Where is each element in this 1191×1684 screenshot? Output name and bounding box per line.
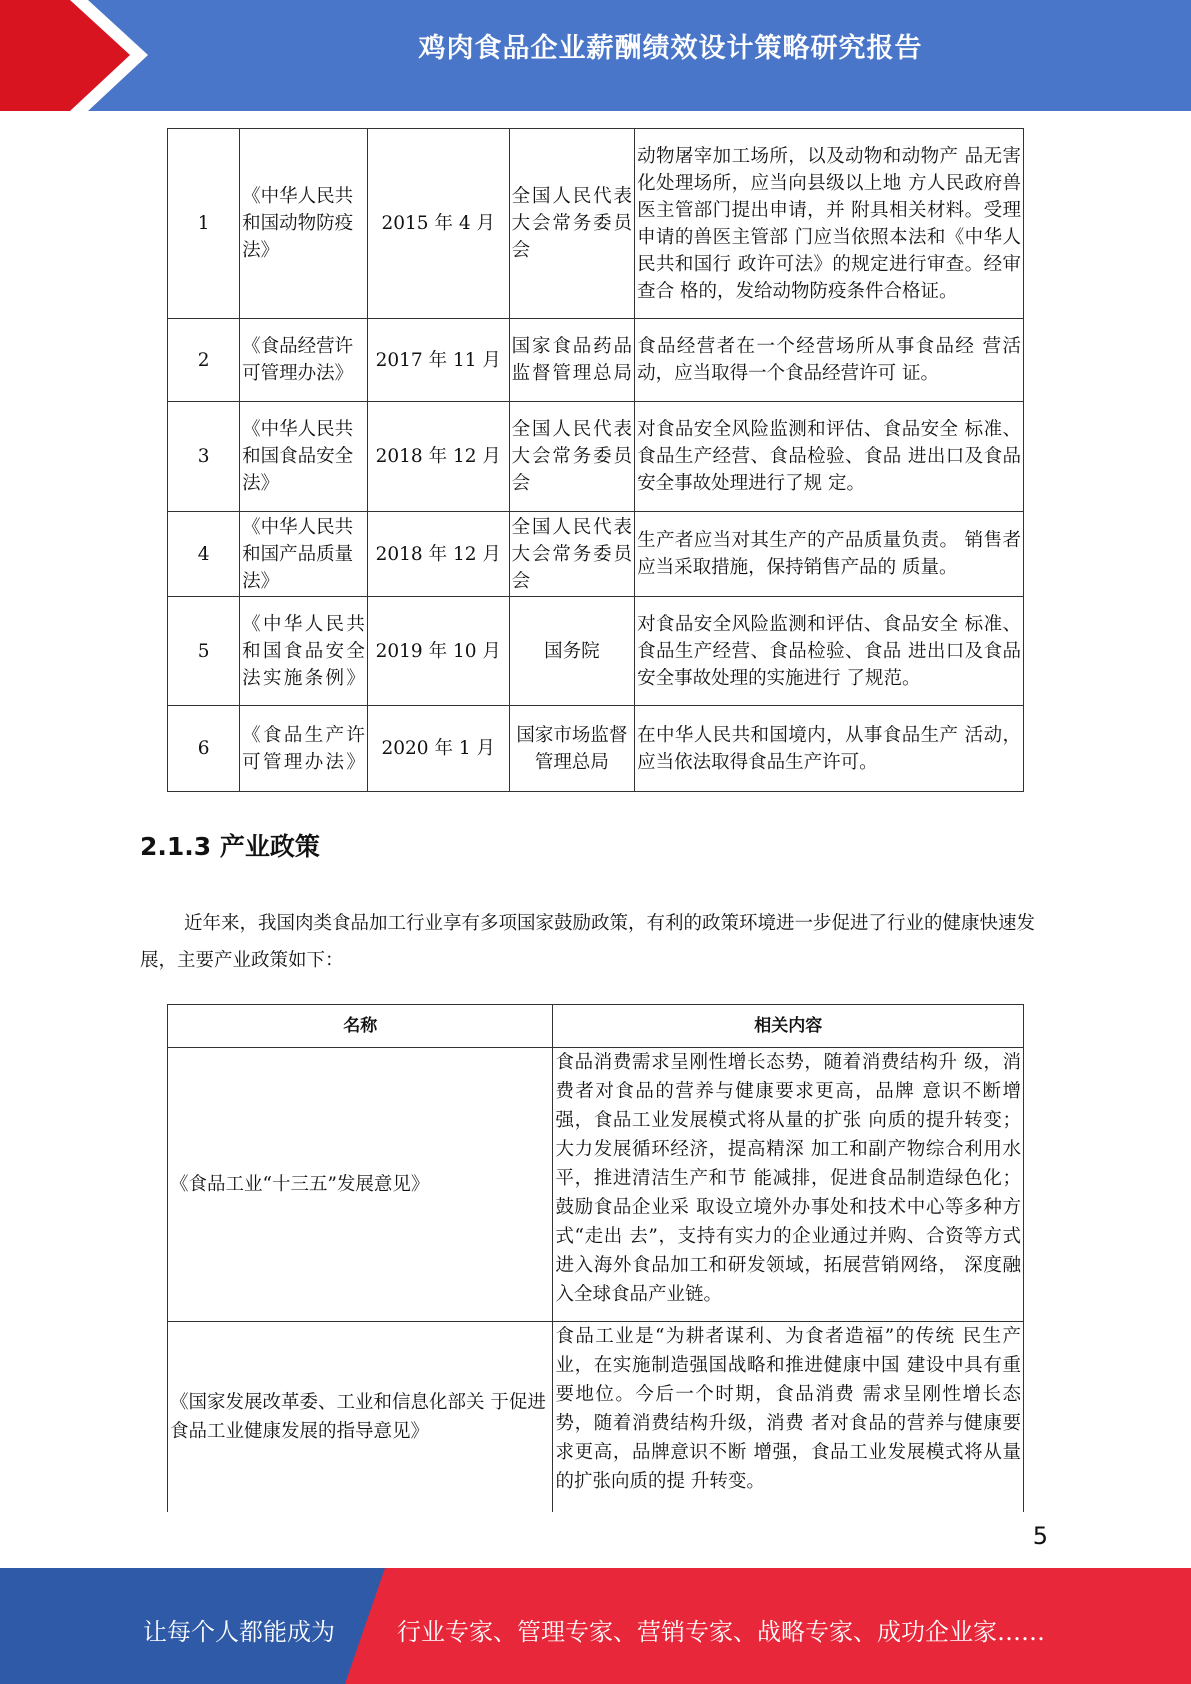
law-desc: 在中华人民共和国境内，从事食品生产 活动，应当依法取得食品生产许可。 [635,706,1024,792]
row-number: 5 [168,597,240,706]
law-name: 《中华人民共和国食品安全法实施条例》 [240,597,368,706]
law-desc: 生产者应当对其生产的产品质量负责。 销售者应当采取措施，保持销售产品的 质量。 [635,512,1024,597]
law-date: 2018 年 12 月 [367,512,509,597]
footer-slogan-left: 让每个人都能成为 [143,1618,335,1646]
law-table [167,128,1024,792]
law-org: 国务院 [509,597,634,706]
law-desc: 食品经营者在一个经营场所从事食品经 营活动，应当取得一个食品经营许可 证。 [635,319,1024,402]
table-row [168,512,1024,597]
law-desc: 动物屠宰加工场所，以及动物和动物产 品无害化处理场所，应当向县级以上地 方人民政府兽医主管部门提出申请，并 附具相关材料。受理申请的兽医主管部 门应当依照本法和《中华人民共和国行 政许可法》的规定进行审查。经审查合 格的，发给动物防疫条件合格证。 [635,129,1024,319]
column-header-name: 名称 [168,1005,553,1048]
policy-name: 《食品工业“十三五”发展意见》 [168,1048,553,1322]
table-row [168,402,1024,512]
table-row [168,1322,1024,1512]
law-org: 全国人民代表大会常务委员会 [509,129,634,319]
page-header [0,0,1191,111]
law-org: 国家食品药品监督管理总局 [509,319,634,402]
table-row [168,1048,1024,1322]
law-desc: 对食品安全风险监测和评估、食品安全 标准、食品生产经营、食品检验、食品 进出口及食品安全事故处理进行了规 定。 [635,402,1024,512]
law-org: 国家市场监督管理总局 [509,706,634,792]
row-number: 1 [168,129,240,319]
law-name: 《中华人民共和国动物防疫法》 [240,129,368,319]
page-number: 5 [1032,1522,1048,1550]
policy-desc: 食品工业是“为耕者谋利、为食者造福”的传统 民生产业，在实施制造强国战略和推进健康中国 建设中具有重要地位。今后一个时期，食品消费 需求呈刚性增长态势，随着消费结构升级，消费 者对食品的营养与健康要求更高，品牌意识不断 增强，食品工业发展模式将从量的扩张向质的提 升转变。 [553,1322,1024,1512]
policy-name: 《国家发展改革委、工业和信息化部关 于促进食品工业健康发展的指导意见》 [168,1322,553,1512]
row-number: 2 [168,319,240,402]
policy-table [167,1004,1024,1512]
table-row [168,706,1024,792]
body-paragraph: 近年来，我国肉类食品加工行业享有多项国家鼓励政策，有利的政策环境进一步促进了行业的健康快速发展，主要产业政策如下： [140,913,1036,971]
law-date: 2015 年 4 月 [367,129,509,319]
document-title: 鸡肉食品企业薪酬绩效设计策略研究报告 [418,33,923,64]
law-date: 2018 年 12 月 [367,402,509,512]
column-header-content: 相关内容 [553,1005,1024,1048]
policy-desc: 食品消费需求呈刚性增长态势，随着消费结构升 级，消费者对食品的营养与健康要求更高，品牌 意识不断增强，食品工业发展模式将从量的扩张 向质的提升转变；大力发展循环经济，提高精深 加工和副产物综合利用水平，推进清洁生产和节 能减排，促进食品制造绿色化；鼓励食品企业采 取设立境外办事处和技术中心等多种方式“走出 去”，支持有实力的企业通过并购、合资等方式 进入海外食品加工和研发领域，拓展营销网络， 深度融入全球食品产业链。 [553,1048,1024,1322]
row-number: 4 [168,512,240,597]
law-name: 《食品生产许可管理办法》 [240,706,368,792]
footer-slogan-right: 行业专家、管理专家、营销专家、战略专家、成功企业家…… [397,1618,1045,1646]
law-name: 《中华人民共和国食品安全法》 [240,402,368,512]
table-row [168,597,1024,706]
law-desc: 对食品安全风险监测和评估、食品安全 标准、食品生产经营、食品检验、食品 进出口及食品安全事故处理的实施进行 了规范。 [635,597,1024,706]
law-date: 2020 年 1 月 [367,706,509,792]
header-arrow-icon [0,0,160,111]
law-org: 全国人民代表大会常务委员会 [509,402,634,512]
section-heading: 2.1.3 产业政策 [140,832,320,861]
table-header-row [168,1005,1024,1048]
law-date: 2019 年 10 月 [367,597,509,706]
table-row [168,129,1024,319]
table-row [168,319,1024,402]
row-number: 3 [168,402,240,512]
law-name: 《中华人民共和国产品质量法》 [240,512,368,597]
row-number: 6 [168,706,240,792]
law-date: 2017 年 11 月 [367,319,509,402]
law-org: 全国人民代表大会常务委员会 [509,512,634,597]
law-name: 《食品经营许可管理办法》 [240,319,368,402]
